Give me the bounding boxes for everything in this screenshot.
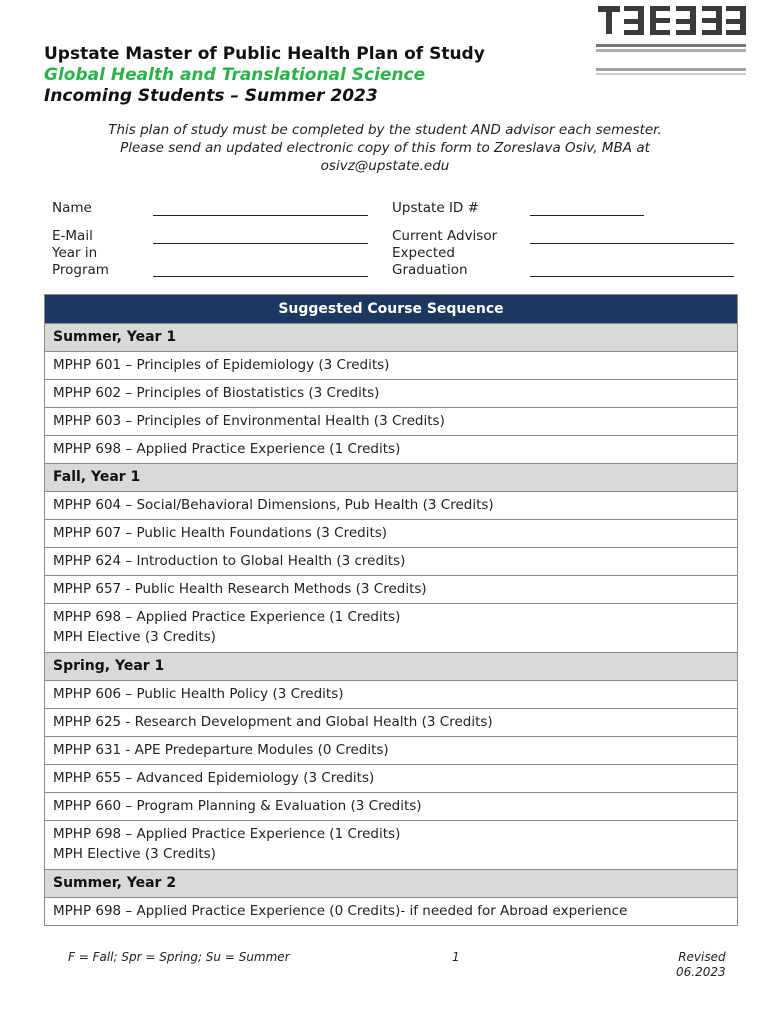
revised-label: Revised <box>678 950 726 964</box>
instructions-line-1: This plan of study must be completed by the student AND advisor each semester. <box>108 122 662 138</box>
course-row: MPHP 602 – Principles of Biostatistics (3 Credits) <box>45 379 737 407</box>
email-label: E-Mail <box>52 228 93 244</box>
course-row: MPHP 655 – Advanced Epidemiology (3 Credits) <box>45 764 737 792</box>
instructions <box>60 121 710 175</box>
contact-email: osivz@upstate.edu <box>320 158 450 174</box>
course-row-with-elective <box>45 820 737 869</box>
course-row: MPHP 657 - Public Health Research Methods (3 Credits) <box>45 575 737 603</box>
elective-text: MPH Elective (3 Credits) <box>53 629 216 645</box>
year-label-line-1: Year in <box>52 245 98 261</box>
course-text: MPHP 698 – Applied Practice Experience (1 Credits) <box>53 609 401 625</box>
table-header: Suggested Course Sequence <box>45 295 737 323</box>
course-text: MPHP 698 – Applied Practice Experience (1 Credits) <box>53 826 401 842</box>
page-number: 1 <box>452 950 460 964</box>
course-row: MPHP 625 - Research Development and Global Health (3 Credits) <box>45 708 737 736</box>
term-heading: Spring, Year 1 <box>45 652 737 680</box>
year-in-program-field[interactable] <box>153 276 368 277</box>
course-row: MPHP 601 – Principles of Epidemiology (3 Credits) <box>45 351 737 379</box>
expected-graduation-label <box>392 245 468 279</box>
elective-text: MPH Elective (3 Credits) <box>53 846 216 862</box>
course-row: MPHP 698 – Applied Practice Experience (1 Credits) <box>45 435 737 463</box>
footer-legend: F = Fall; Spr = Spring; Su = Summer <box>68 950 290 964</box>
university-logo <box>594 2 750 82</box>
advisor-label: Current Advisor <box>392 228 498 244</box>
email-field[interactable] <box>153 243 368 244</box>
revised-date: 06.2023 <box>676 965 726 979</box>
term-heading: Fall, Year 1 <box>45 463 737 491</box>
name-label: Name <box>52 200 92 216</box>
year-label-line-2: Program <box>52 262 109 278</box>
grad-label-line-1: Expected <box>392 245 455 261</box>
course-row-with-elective <box>45 603 737 652</box>
course-row: MPHP 660 – Program Planning & Evaluation (3 Credits) <box>45 792 737 820</box>
year-in-program-label <box>52 245 109 279</box>
document-title: Upstate Master of Public Health Plan of Study <box>44 44 485 64</box>
term-heading: Summer, Year 1 <box>45 323 737 351</box>
course-row: MPHP 604 – Social/Behavioral Dimensions, Pub Health (3 Credits) <box>45 491 737 519</box>
course-row: MPHP 624 – Introduction to Global Health (3 credits) <box>45 547 737 575</box>
upstate-id-label: Upstate ID # <box>392 200 479 216</box>
term-heading: Summer, Year 2 <box>45 869 737 897</box>
advisor-field[interactable] <box>530 243 734 244</box>
course-row: MPHP 606 – Public Health Policy (3 Credits) <box>45 680 737 708</box>
upstate-id-field[interactable] <box>530 215 644 216</box>
course-row: MPHP 607 – Public Health Foundations (3 Credits) <box>45 519 737 547</box>
course-sequence-table <box>44 294 738 926</box>
revision-note <box>676 950 726 980</box>
instructions-line-2: Please send an updated electronic copy of this form to Zoreslava Osiv, MBA at <box>120 140 650 156</box>
document-title-block <box>44 44 485 107</box>
course-row: MPHP 698 – Applied Practice Experience (0 Credits)- if needed for Abroad experience <box>45 897 737 925</box>
course-row: MPHP 631 - APE Predeparture Modules (0 Credits) <box>45 736 737 764</box>
name-field[interactable] <box>153 215 368 216</box>
cohort-heading: Incoming Students – Summer 2023 <box>44 86 378 106</box>
program-subtitle: Global Health and Translational Science <box>44 65 426 85</box>
expected-graduation-field[interactable] <box>530 276 734 277</box>
grad-label-line-2: Graduation <box>392 262 468 278</box>
course-row: MPHP 603 – Principles of Environmental Health (3 Credits) <box>45 407 737 435</box>
